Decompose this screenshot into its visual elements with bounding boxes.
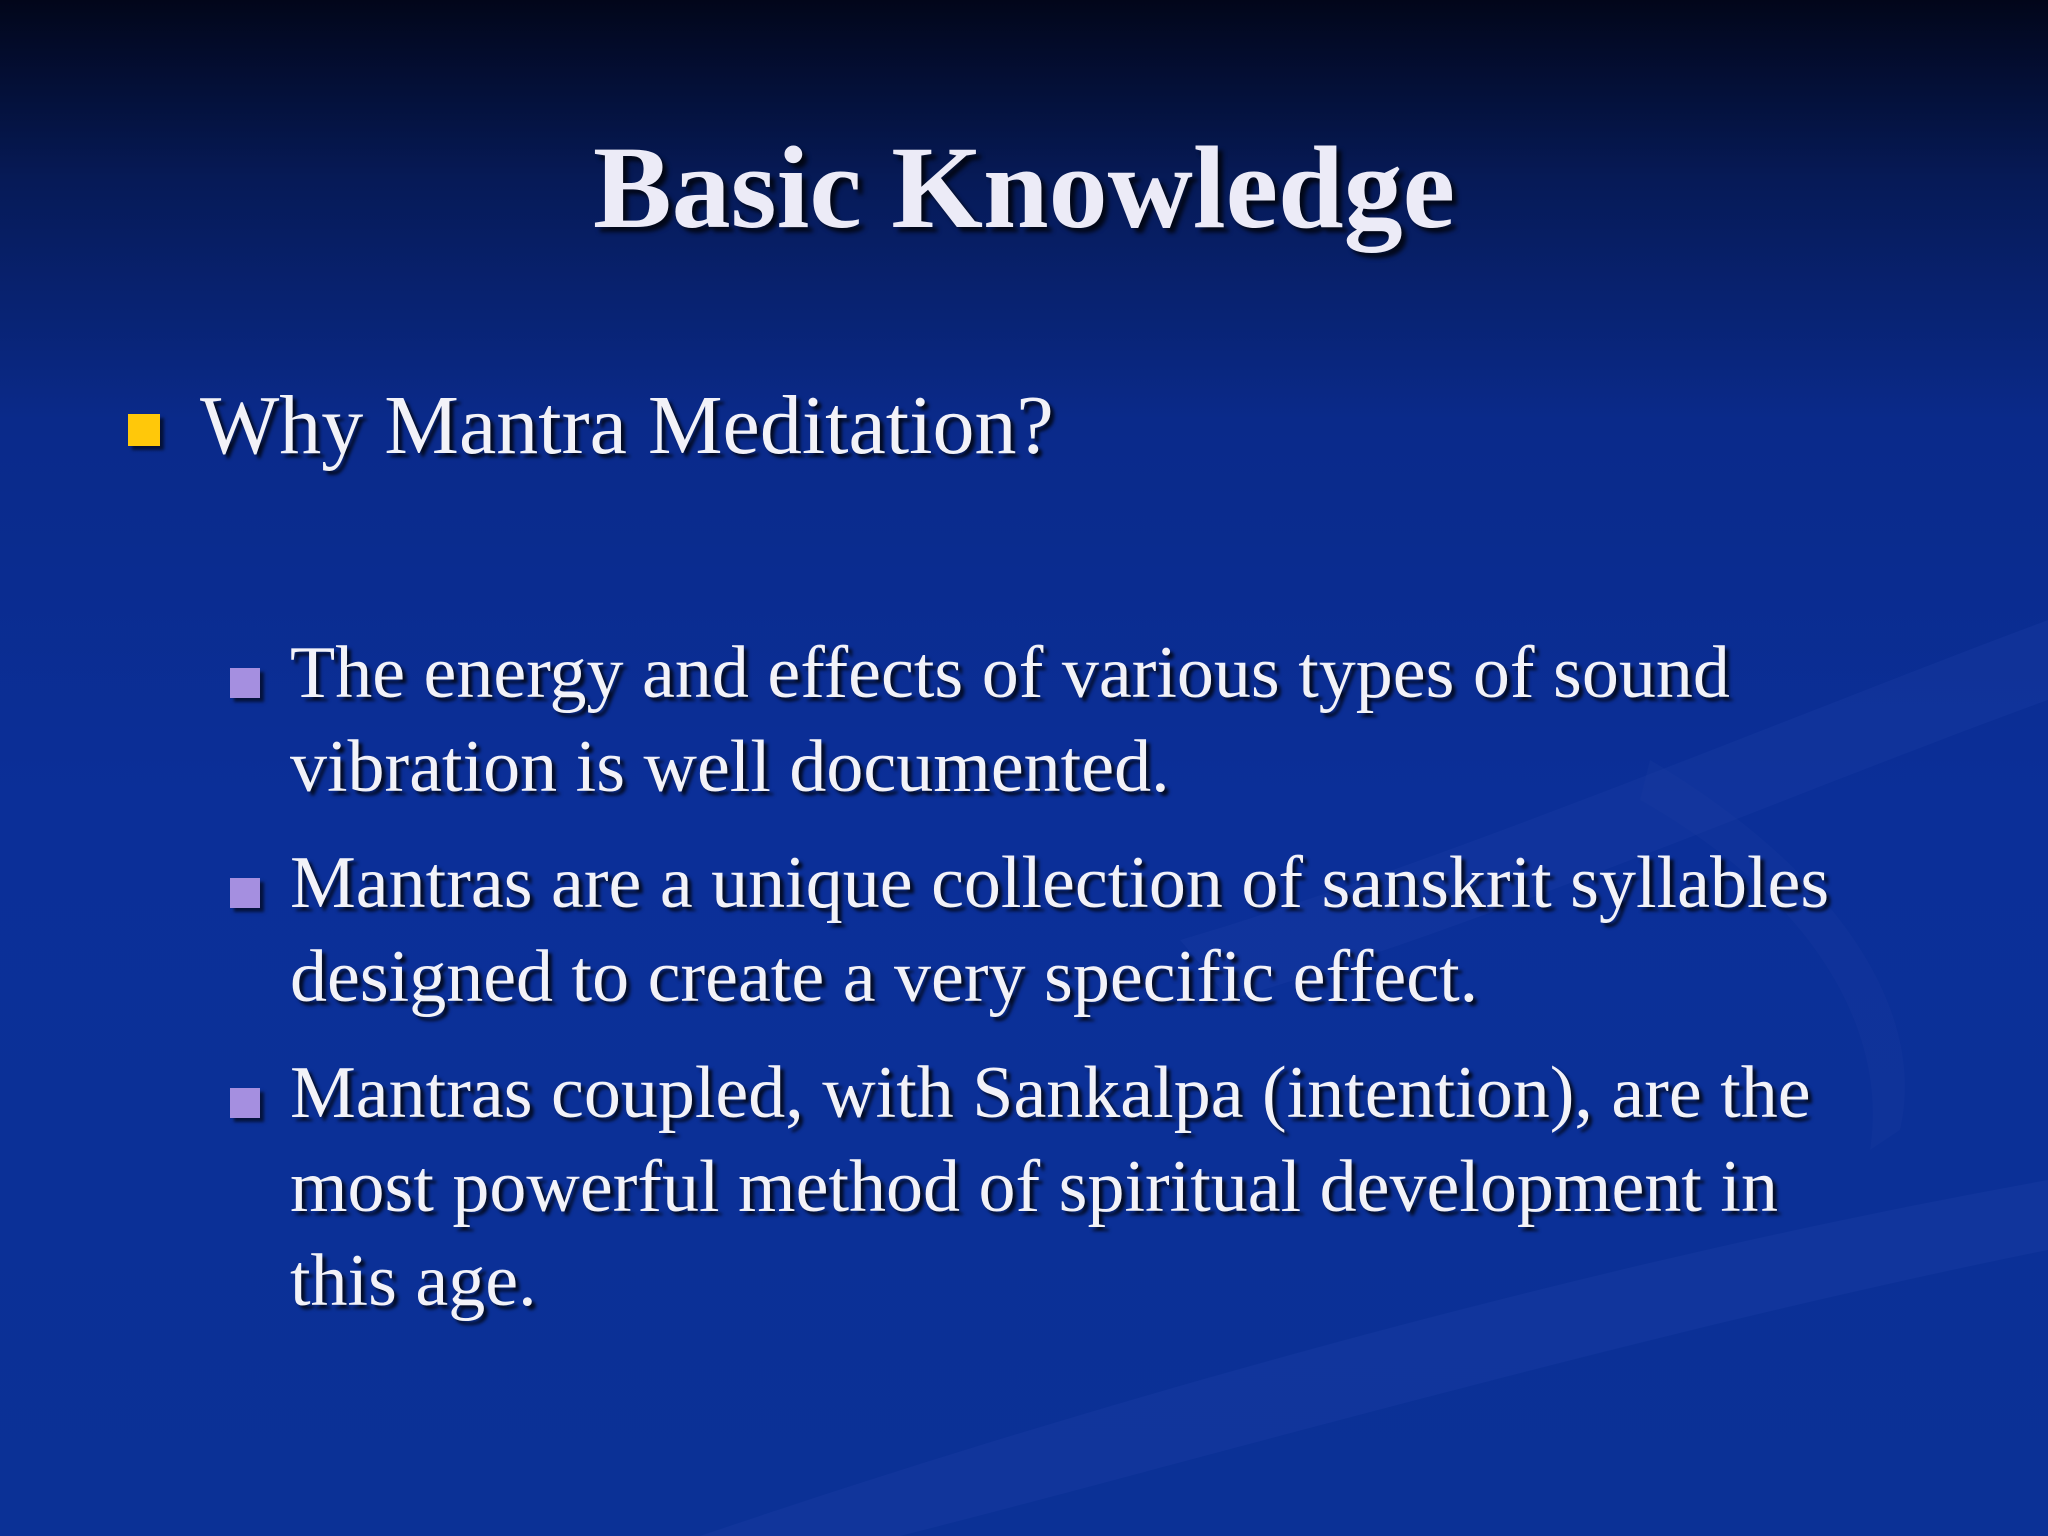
sub-bullet-text: Mantras are a unique collection of sanskrit syllables designed to create a very specific effect. xyxy=(290,842,1830,1018)
sub-bullet-text: The energy and effects of various types of sound vibration is well documented. xyxy=(290,632,1730,808)
violet-square-bullet-icon xyxy=(230,878,260,908)
sub-bullet-item xyxy=(228,836,1878,1024)
sub-bullet-list xyxy=(228,626,1878,1328)
main-bullet-text: Why Mantra Meditation? xyxy=(200,379,1054,472)
violet-square-bullet-icon xyxy=(230,1088,260,1118)
slide-title: Basic Knowledge xyxy=(592,122,1456,253)
sub-bullet-item xyxy=(228,626,1878,814)
sub-bullet-text: Mantras coupled, with Sankalpa (intention), are the most powerful method of spiritual development in this age. xyxy=(290,1052,1811,1322)
sub-bullet-item xyxy=(228,1046,1878,1328)
violet-square-bullet-icon xyxy=(230,668,260,698)
yellow-square-bullet-icon xyxy=(128,414,160,446)
